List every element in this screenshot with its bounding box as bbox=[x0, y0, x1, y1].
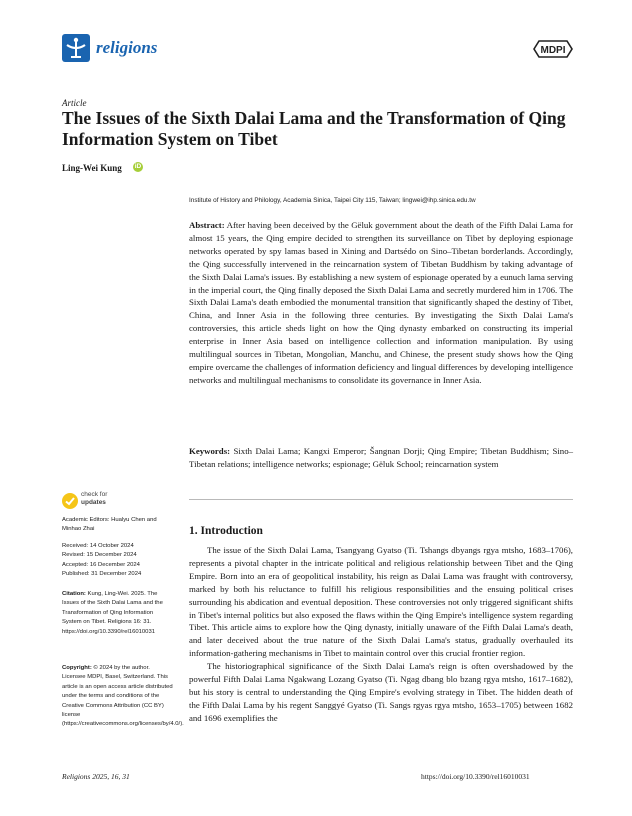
copyright-label: Copyright: bbox=[62, 665, 92, 671]
author-name: Ling-Wei Kung bbox=[62, 163, 122, 173]
academic-editors: Academic Editors: Hualyu Chen and Minhao Zhai bbox=[62, 517, 157, 533]
publisher-logo bbox=[531, 38, 575, 60]
dates bbox=[62, 542, 174, 580]
journal-name: religions bbox=[96, 38, 158, 57]
journal-logo bbox=[62, 34, 90, 62]
section-heading: 1. Introduction bbox=[189, 525, 263, 537]
abstract-label: Abstract: bbox=[189, 220, 225, 230]
copyright bbox=[62, 664, 184, 730]
accepted-date: Accepted: 16 December 2024 bbox=[62, 561, 140, 568]
publisher-name: MDPI bbox=[540, 45, 566, 56]
divider bbox=[189, 499, 573, 500]
received-date: Received: 14 October 2024 bbox=[62, 543, 134, 549]
introduction-body bbox=[189, 544, 573, 725]
citation bbox=[62, 590, 174, 637]
copyright-text: © 2024 by the author. Licensee MDPI, Basel, Switzerland. This article is an open access article distributed under the terms and conditions of the Creative Commons Attribution (CC BY) license (https://creativecommons.org/licenses/by/4.0/). bbox=[62, 665, 184, 728]
footer-doi[interactable]: https://doi.org/10.3390/rel16010031 bbox=[421, 772, 530, 781]
affiliation: Institute of History and Philology, Academia Sinica, Taipei City 115, Taiwan; lingwei@ihp.sinica.edu.tw bbox=[189, 197, 476, 204]
revised-date: Revised: 15 December 2024 bbox=[62, 552, 137, 559]
keywords-text: Sixth Dalai Lama; Kangxi Emperor; Šangnan Dorji; Qing Empire; Tibetan Buddhism; Sino–Tibetan relations; intelligence networks; espionage; Gëluk School; reincarnation system bbox=[189, 446, 573, 469]
paper-title: The Issues of the Sixth Dalai Lama and the Transformation of Qing Information System on Tibet bbox=[62, 108, 566, 149]
check-for-updates-label[interactable] bbox=[81, 491, 107, 506]
check-line-2: updates bbox=[81, 498, 106, 506]
citation-text: Kung, Ling-Wei. 2025. The Issues of the Sixth Dalai Lama and the Transformation of Qing Information System on Tibet. Religions 16: 31. https://doi.org/10.3390/rel16010031 bbox=[62, 591, 163, 635]
citation-label: Citation: bbox=[62, 591, 86, 597]
abstract bbox=[189, 219, 573, 387]
keywords bbox=[189, 445, 573, 471]
footer-citation: Religions 2025, 16, 31 bbox=[62, 772, 130, 781]
article-type: Article bbox=[62, 98, 87, 108]
intro-paragraph: The issue of the Sixth Dalai Lama, Tsangyang Gyatso (Ti. Tshangs dbyangs rgya mtsho, 1683–1706), represents a pivotal chapter in the intricate political and religious relationship between Tibet and the Qing Empire. Born into an era of geopolitical instability, his reign as Dalai Lama was fraught with controversy, marked by both his reluctance to fulfill his religious responsibilities and the ensuing political crises surrounding his abdication and eventual deposition. These controversies not only triggered significant shifts in Tibet's internal politics but also exposed the flaws within the Qing Empire's intelligence system regarding Tibet. This article aims to explore how the Qing dynasty, initially unaware of the Fifth Dalai Lama's death, and later deceived about the true nature of the Sixth Dalai Lama's status, gradually overhauled its information-gathering mechanisms in Tibet to maintain control over this crucial frontier region. bbox=[189, 545, 573, 659]
published-date: Published: 31 December 2024 bbox=[62, 571, 142, 578]
check-for-updates-icon[interactable] bbox=[62, 493, 78, 509]
check-line-1: check for bbox=[81, 491, 108, 498]
intro-paragraph: The historiographical significance of the Sixth Dalai Lama's reign is often overshadowed by the powerful Fifth Dalai Lama Ngakwang Lozang Gyatso (Ti. Ngag dbang blo bzang rgya mtsho, 1617–1682), but his story is central to understanding the Qing Empire's evolving strategy in Tibet. The hidden death of the Fifth Dalai Lama by his regent Sanggyé Gyatso (Ti. Sangs rgyas rgya mtsho, 1653–1705) between 1682 and 1696 exemplifies the bbox=[189, 661, 573, 723]
keywords-label: Keywords: bbox=[189, 446, 231, 456]
abstract-text: After having been deceived by the Gëluk government about the death of the Fifth Dalai Lama for almost 15 years, the Qing empire decided to strengthen its surveillance on Tibet by deploying espionage networks operated by spy lamas based in Xining and Dartsédo on Sino–Tibetan borderlands. Accordingly, the Qing successfully intervened in the reincarnation system of Tibetan Buddhism by taking advantage of the Sixth Dalai Lama's issues. By establishing a new system of espionage operated by a eunuch lama serving in the imperial court, the Qing finally deposed the Sixth Dalai Lama and secretly murdered him in 1706. The Sixth Dalai Lama's death embodied the monumental transition that significantly shaped the destiny of Tibet, China, and Inner Asia in the following three centuries. By investigating the Sixth Dalai Lama's controversies, this article sheds light on how the Qing dynasty embarked on constructing its imperial enterprise in Inner Asia based on intelligence collection and information manipulation. By using multilingual sources in Tibetan, Mongolian, Manchu, and Chinese, the present study shows how the Qing empire overcame the challenges of information deficiency and lingual differences by developing intelligence networks and multilingual mechanisms to consolidate its governance in Inner Asia. bbox=[189, 220, 574, 385]
orcid-icon[interactable]: iD bbox=[134, 163, 142, 170]
